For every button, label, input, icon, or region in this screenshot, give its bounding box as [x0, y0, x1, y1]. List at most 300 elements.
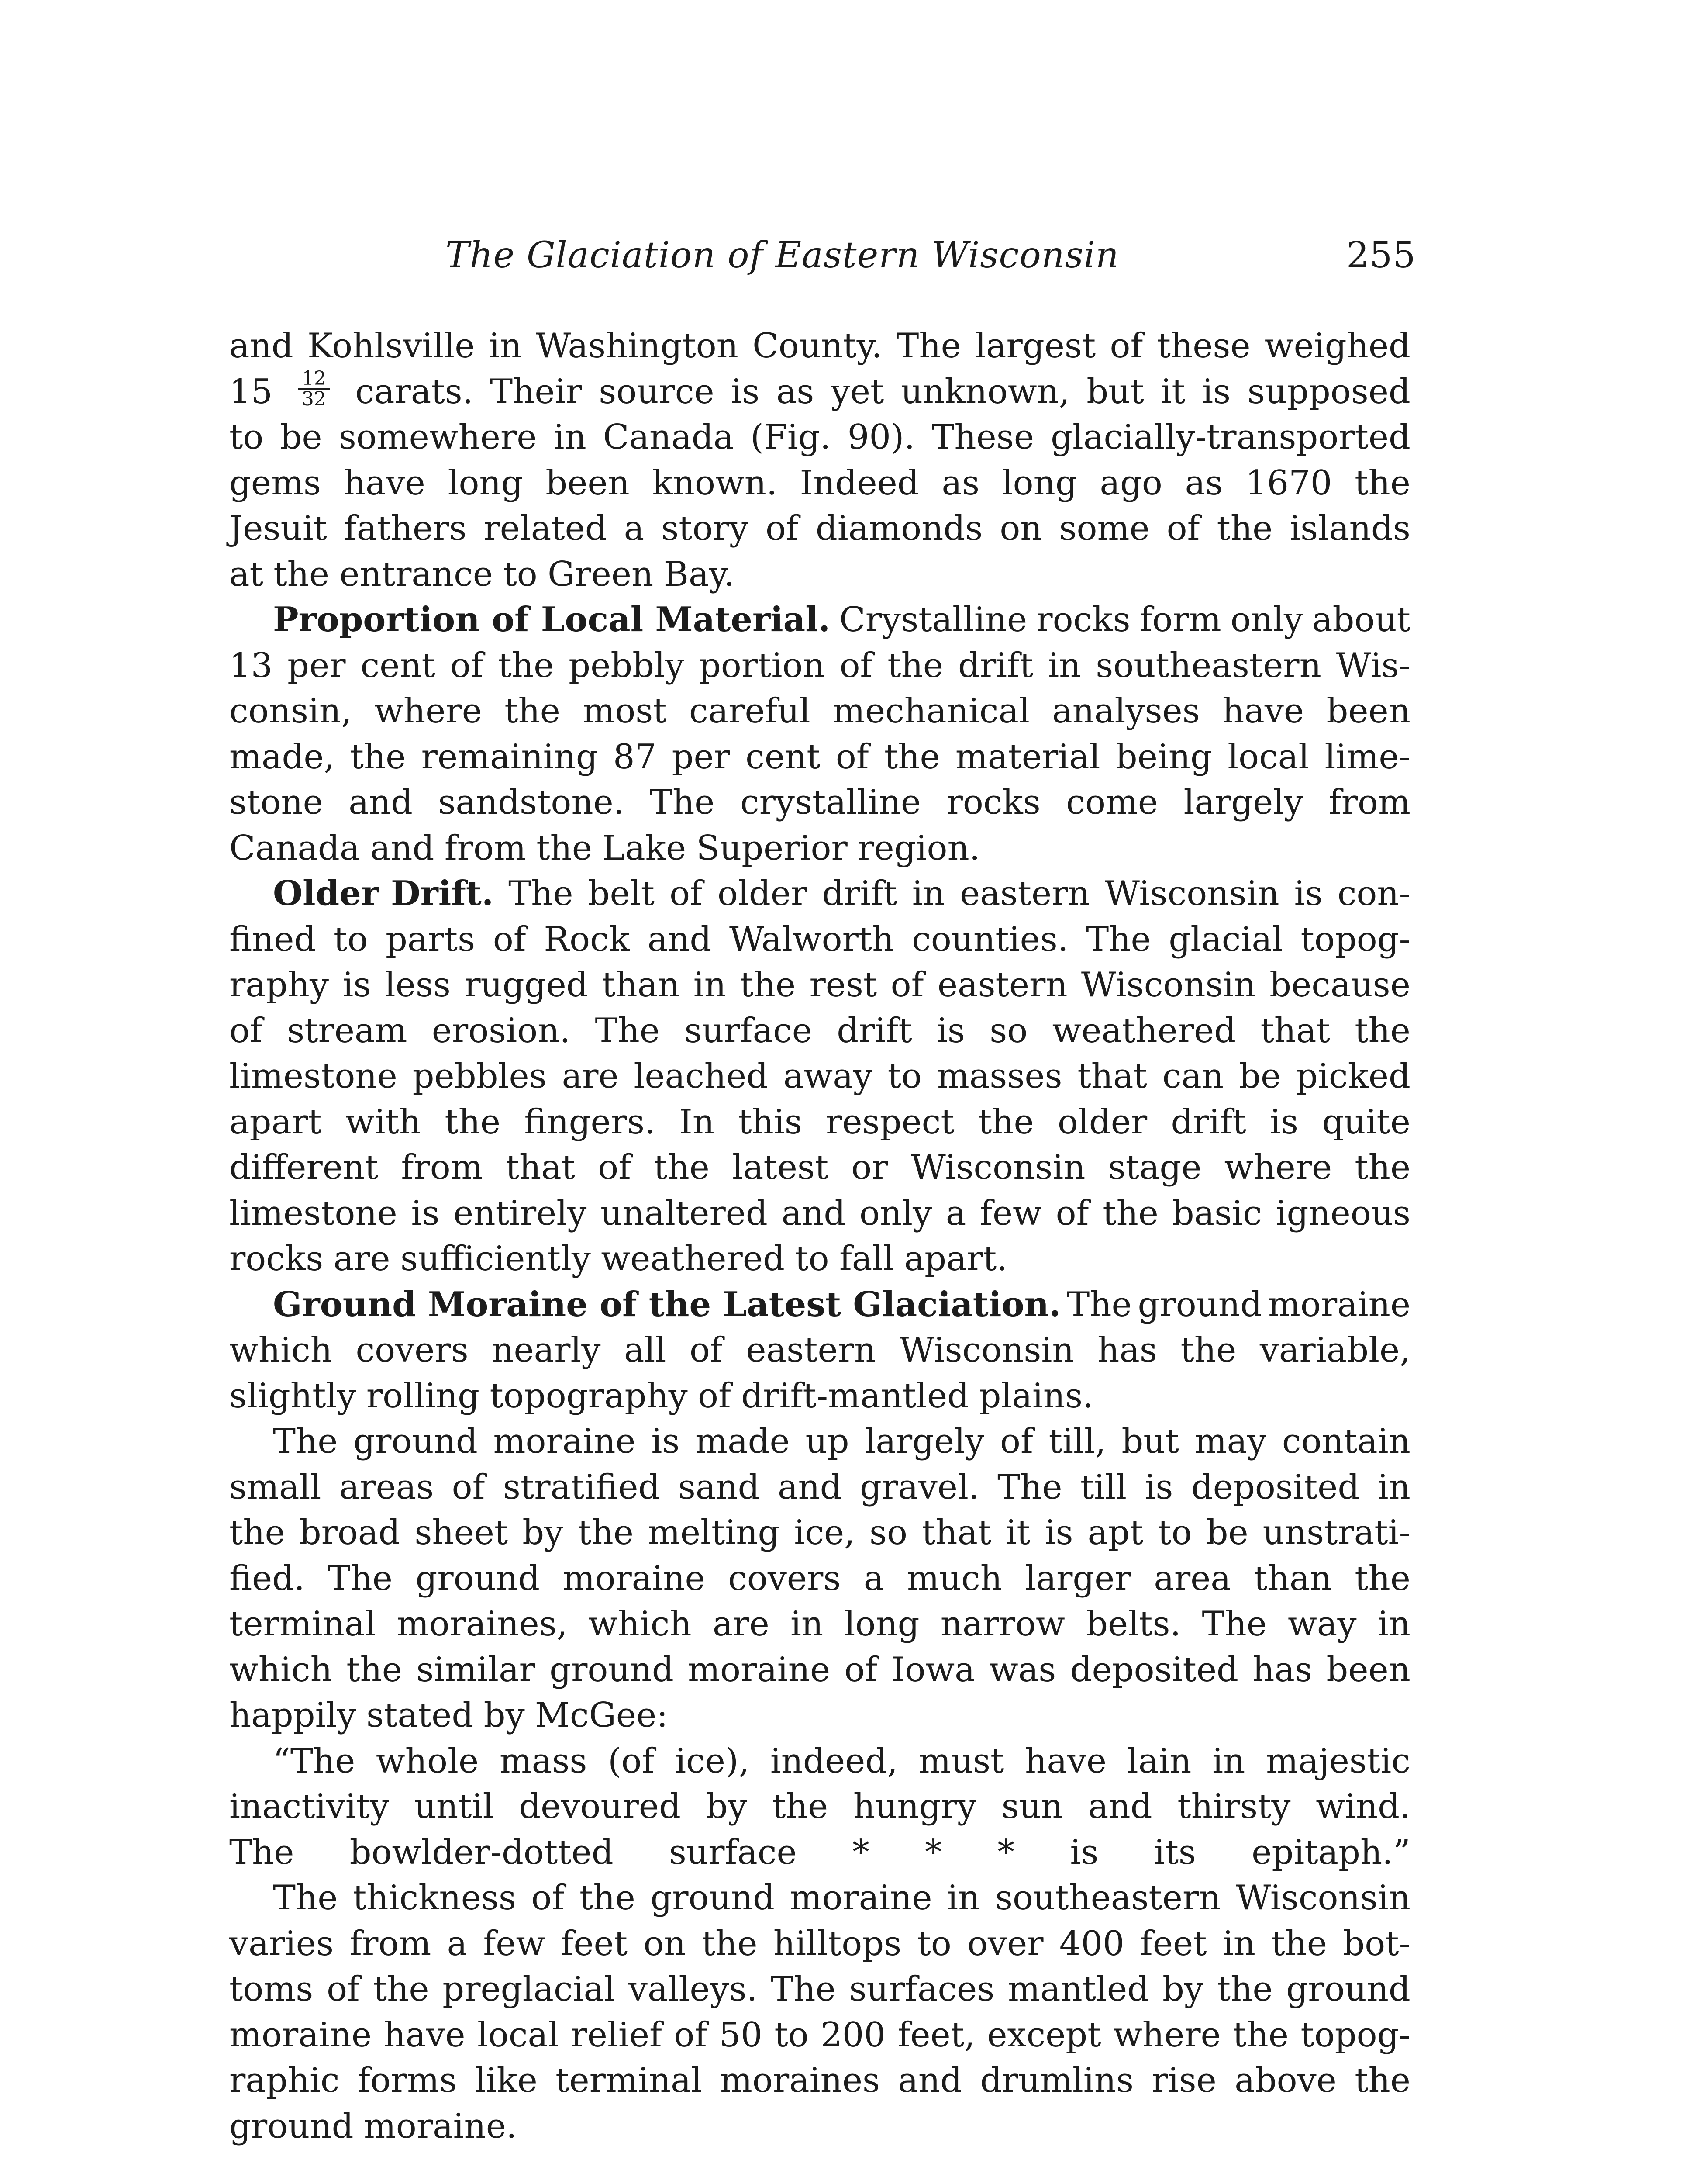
word: sand [678, 1467, 760, 1507]
word: till [1080, 1467, 1127, 1507]
text-line [229, 871, 1410, 917]
word: the [1355, 1011, 1410, 1051]
word: topography [490, 1376, 688, 1416]
word: ground [1138, 1285, 1262, 1324]
word: the [373, 1970, 429, 2009]
word: covers [728, 1559, 841, 1598]
word: have [343, 463, 425, 503]
text-line [229, 1465, 1410, 1510]
word: on [643, 1924, 686, 1963]
word: masses [937, 1057, 1062, 1096]
word: Crystalline [839, 600, 1028, 639]
word: The [508, 874, 573, 913]
word: from [444, 828, 526, 868]
word: of [598, 1148, 631, 1187]
word: have [1222, 691, 1304, 731]
word: rugged [464, 965, 588, 1005]
word: as [941, 463, 979, 503]
word: the [654, 1148, 710, 1187]
word: erosion. [431, 1011, 571, 1051]
word: with [345, 1102, 421, 1142]
word: forms [357, 2061, 457, 2100]
word: feet, [897, 2015, 975, 2055]
text-line [229, 1145, 1410, 1191]
word: the [504, 691, 560, 731]
word: like [475, 2061, 538, 2100]
word: the [884, 737, 940, 777]
word: latest [732, 1148, 829, 1187]
word: of [835, 737, 869, 777]
word: the [273, 554, 329, 594]
word: limestone [229, 1193, 397, 1233]
word: about [1312, 600, 1410, 639]
word: is [342, 965, 371, 1005]
word: gravel. [860, 1467, 979, 1507]
word: somewhere [338, 418, 537, 457]
word: ground [650, 1878, 775, 1918]
word: be [1206, 1513, 1248, 1552]
word: basic [1172, 1193, 1262, 1233]
word: have [383, 2015, 466, 2055]
word: been [1326, 1650, 1410, 1690]
word: Bay. [663, 554, 734, 594]
word: inactivity [229, 1787, 390, 1826]
word: form [1139, 600, 1221, 639]
word: most [583, 691, 667, 731]
word: up [805, 1422, 849, 1461]
text-line [229, 1054, 1410, 1099]
word: only [1230, 600, 1303, 639]
word: rolling [366, 1376, 480, 1416]
word: to [229, 418, 264, 457]
word: ice), [675, 1741, 750, 1781]
word: some [1059, 509, 1150, 548]
word: is [651, 1422, 680, 1461]
word: epitaph.” [1252, 1832, 1410, 1872]
body-text [229, 323, 1410, 2149]
word: in [912, 874, 945, 913]
word: of [839, 646, 873, 685]
word: the [1233, 2015, 1289, 2055]
word: Kohlsville [307, 326, 475, 366]
word: of [452, 1467, 485, 1507]
word: of [765, 509, 799, 548]
word: a [624, 509, 645, 548]
word: is [1294, 874, 1323, 913]
word: local [1228, 737, 1310, 777]
word: Rock [544, 919, 630, 959]
word: The [1202, 1604, 1267, 1644]
word: and [777, 1467, 842, 1507]
word: the [1180, 1330, 1237, 1370]
word: bot- [1343, 1924, 1410, 1963]
word: the [445, 1102, 501, 1142]
word: which [229, 1650, 332, 1690]
word: unknown, [900, 372, 1070, 411]
word: drift [837, 1011, 912, 1051]
word: Canada [229, 828, 360, 868]
word: of [890, 965, 924, 1005]
text-line [229, 962, 1410, 1008]
word: that [921, 1513, 992, 1552]
word: in [947, 1878, 980, 1918]
word: ground [229, 2106, 354, 2146]
word: the [1355, 463, 1410, 503]
word: glacially-transported [1051, 418, 1410, 457]
word: rocks [946, 783, 1041, 822]
word: fingers. [524, 1102, 655, 1142]
word: southeastern [1096, 646, 1321, 685]
word: to [887, 1057, 922, 1096]
word: local [477, 2015, 559, 2055]
word: moraines, [397, 1604, 568, 1644]
word: moraine [229, 2015, 372, 2055]
word: ground [549, 1650, 674, 1690]
word: the [350, 737, 406, 777]
word: being [1115, 737, 1212, 777]
word: eastern [746, 1330, 876, 1370]
text-line [229, 1510, 1410, 1556]
word: the [1217, 509, 1273, 548]
word: 50 [719, 2015, 762, 2055]
word: the [498, 646, 554, 685]
word: is [1045, 1513, 1073, 1552]
word: melting [648, 1513, 780, 1552]
word: variable, [1259, 1330, 1410, 1370]
word: has [1252, 1650, 1313, 1690]
word: in [1377, 1604, 1410, 1644]
word: in [1377, 1467, 1410, 1507]
word: crystalline [740, 783, 921, 822]
word: been [1326, 691, 1410, 731]
word: which [229, 1330, 332, 1370]
word: are [562, 1057, 619, 1096]
word: of [229, 1011, 262, 1051]
word: surface [669, 1832, 797, 1872]
text-line [229, 1008, 1410, 1054]
word: largest [975, 326, 1096, 366]
text-line [229, 917, 1410, 963]
word: The [1067, 1285, 1132, 1324]
word: thickness [353, 1878, 516, 1918]
word: sun [1001, 1787, 1063, 1826]
word: broad [299, 1513, 400, 1552]
word: thirsty [1177, 1787, 1291, 1826]
word: and [1088, 1787, 1152, 1826]
word: the [536, 828, 593, 868]
word: drumlins [980, 2061, 1134, 2100]
word: stated [366, 1696, 474, 1735]
word: but [1086, 372, 1144, 411]
text-line [229, 780, 1410, 826]
word: where [1113, 2015, 1221, 2055]
word: surfaces [849, 1970, 995, 2009]
word: weighed [1264, 326, 1410, 366]
word: preglacial [442, 1970, 615, 2009]
word: Green [548, 554, 654, 594]
word: a [863, 1559, 884, 1598]
word: in [1048, 646, 1081, 685]
word: the [772, 1787, 828, 1826]
word: deposited [1070, 1650, 1238, 1690]
word: moraine [688, 1650, 831, 1690]
text-line [229, 1647, 1410, 1693]
section-heading: Proportion of Local Material. [273, 600, 830, 639]
word: of [674, 2015, 707, 2055]
word: drift [822, 874, 897, 913]
word: portion [699, 646, 825, 685]
word: older [717, 874, 807, 913]
word: The [273, 1422, 338, 1461]
word: the [978, 1102, 1034, 1142]
word: stream [287, 1011, 407, 1051]
word: * [925, 1832, 942, 1872]
word: bowlder-dotted [349, 1832, 614, 1872]
word: way [1288, 1604, 1357, 1644]
word: drift [1171, 1102, 1246, 1142]
word: mass [499, 1741, 587, 1781]
word: Their [490, 372, 582, 411]
word: but [1121, 1422, 1179, 1461]
word: small [229, 1467, 321, 1507]
word: are [333, 1239, 390, 1279]
word: over [967, 1924, 1044, 1963]
word: 400 [1059, 1924, 1124, 1963]
word: to [334, 919, 368, 959]
word: (of [608, 1741, 655, 1781]
word: fied. [229, 1559, 305, 1598]
word: counties. [912, 919, 1069, 959]
word: few [980, 1193, 1042, 1233]
text-line [229, 1966, 1410, 2012]
word: narrow [940, 1604, 1065, 1644]
word: region. [858, 828, 980, 868]
word: in [1222, 1924, 1256, 1963]
word: moraine [1268, 1285, 1410, 1324]
word: rocks [1036, 600, 1131, 639]
text-line [229, 1282, 1410, 1328]
text-line [229, 2104, 1410, 2149]
word: and [348, 783, 413, 822]
word: the [701, 1924, 758, 1963]
word: respect [826, 1102, 955, 1142]
word: material [955, 737, 1100, 777]
word: The [595, 1011, 660, 1051]
word: so [869, 1513, 907, 1552]
word: except [987, 2015, 1101, 2055]
word: in [553, 418, 586, 457]
word: this [738, 1102, 802, 1142]
word: Jesuit [229, 509, 327, 548]
word: limestone [229, 1057, 397, 1096]
word: similar [416, 1650, 535, 1690]
word: hungry [853, 1787, 976, 1826]
word: larger [1025, 1559, 1131, 1598]
word: is [1270, 1102, 1299, 1142]
word: above [1234, 2061, 1337, 2100]
word: is [1070, 1832, 1099, 1872]
word: a [447, 1924, 468, 1963]
word: of [689, 1330, 723, 1370]
word: Wisconsin [1081, 965, 1256, 1005]
word: because [1269, 965, 1410, 1005]
word: Superior [696, 828, 848, 868]
word: it [1006, 1513, 1031, 1552]
word: of [669, 874, 703, 913]
word: is [1145, 1467, 1173, 1507]
word: related [483, 509, 607, 548]
word: to [917, 1924, 952, 1963]
word: ground [415, 1559, 540, 1598]
word: be [1239, 1057, 1281, 1096]
word: where [374, 691, 482, 731]
text-line [229, 1830, 1410, 1876]
word: pebbly [569, 646, 685, 685]
word: by [706, 1787, 747, 1826]
word: by [483, 1696, 525, 1735]
word: moraine. [363, 2106, 517, 2146]
text-line [229, 643, 1410, 689]
word: plains. [979, 1376, 1093, 1416]
word: the [578, 1513, 634, 1552]
text-line [229, 460, 1410, 506]
word: The [273, 1878, 338, 1918]
word: and [781, 1193, 846, 1233]
word: consin, [229, 691, 352, 731]
text-line [229, 1738, 1410, 1784]
word: or [851, 1148, 888, 1187]
word: by [522, 1513, 564, 1552]
word: Canada [603, 418, 734, 457]
page-number: 255 [1346, 235, 1416, 276]
word: come [1066, 783, 1159, 822]
word: to [774, 2015, 809, 2055]
word: less [384, 965, 451, 1005]
text-line [229, 1693, 1410, 1738]
word: County. [752, 326, 883, 366]
word: weathered [1052, 1011, 1236, 1051]
word: fall [839, 1239, 894, 1279]
word: analyses [1052, 691, 1200, 731]
text-line [229, 597, 1410, 643]
word: eastern [937, 965, 1068, 1005]
word: than [1254, 1559, 1332, 1598]
text-line [229, 415, 1410, 460]
word: apart [229, 1102, 322, 1142]
word: toms [229, 1970, 314, 2009]
word: long [844, 1604, 920, 1644]
word: diamonds [815, 509, 983, 548]
word: is [1202, 372, 1231, 411]
word: cent [360, 646, 435, 685]
word: apt [1087, 1513, 1144, 1552]
word: until [414, 1787, 494, 1826]
word: moraines [720, 2061, 880, 2100]
word: the [1271, 1924, 1328, 1963]
word: glacial [1169, 919, 1283, 959]
word: area [1154, 1559, 1231, 1598]
word: was [989, 1650, 1056, 1690]
word: raphy [229, 965, 329, 1005]
word: parts [386, 919, 476, 959]
word: belt [588, 874, 655, 913]
word: as [776, 372, 814, 411]
word: from [401, 1148, 483, 1187]
fraction-denominator: 32 [301, 387, 326, 410]
word: the [346, 1650, 402, 1690]
word: remaining [421, 737, 598, 777]
word: in [489, 326, 522, 366]
word: of [698, 1376, 731, 1416]
word: valleys. [628, 1970, 758, 2009]
word: happily [229, 1696, 356, 1735]
word: mechanical [833, 691, 1030, 731]
word: The [771, 1970, 836, 2009]
word: largely [865, 1422, 985, 1461]
word: 200 [821, 2015, 886, 2055]
word: per [672, 737, 730, 777]
word: the [229, 1513, 285, 1552]
word: rest [809, 965, 877, 1005]
word: that [1077, 1057, 1147, 1096]
section-heading: Older Drift. [273, 874, 494, 913]
word: where [1224, 1148, 1332, 1187]
word: * [997, 1832, 1015, 1872]
word: The [229, 1832, 294, 1872]
word: Wisconsin [910, 1148, 1086, 1187]
word: sufficiently [400, 1239, 591, 1279]
word: and [370, 828, 434, 868]
word: the [579, 1878, 635, 1918]
word: varies [229, 1924, 334, 1963]
text-line [229, 1327, 1410, 1373]
text-line [229, 2058, 1410, 2104]
word: by [1162, 1970, 1203, 2009]
text-line [229, 2012, 1410, 2058]
word: pebbles [412, 1057, 547, 1096]
word: slightly [229, 1376, 356, 1416]
word: long [448, 463, 523, 503]
running-head [445, 232, 1416, 280]
text-line [229, 506, 1410, 552]
word: so [990, 1011, 1028, 1051]
word: are [712, 1604, 769, 1644]
word: and [229, 326, 293, 366]
text-line [229, 369, 1410, 415]
word: lain [1127, 1741, 1192, 1781]
word: yet [831, 372, 884, 411]
text-line [229, 1556, 1410, 1602]
word: made, [229, 737, 335, 777]
word: been [545, 463, 630, 503]
word: leached [634, 1057, 769, 1096]
word: fathers [344, 509, 467, 548]
word: deposited [1191, 1467, 1360, 1507]
word: is [411, 1193, 440, 1233]
text-line [229, 1419, 1410, 1465]
word: In [679, 1102, 715, 1142]
word: the [887, 646, 944, 685]
word: majestic [1266, 1741, 1410, 1781]
word: source [599, 372, 714, 411]
word: entirely [453, 1193, 587, 1233]
word: stratified [503, 1467, 660, 1507]
text-line [229, 734, 1410, 780]
word: older [1057, 1102, 1148, 1142]
word: all [624, 1330, 666, 1370]
word: the [1355, 2061, 1410, 2100]
text-line [229, 688, 1410, 734]
